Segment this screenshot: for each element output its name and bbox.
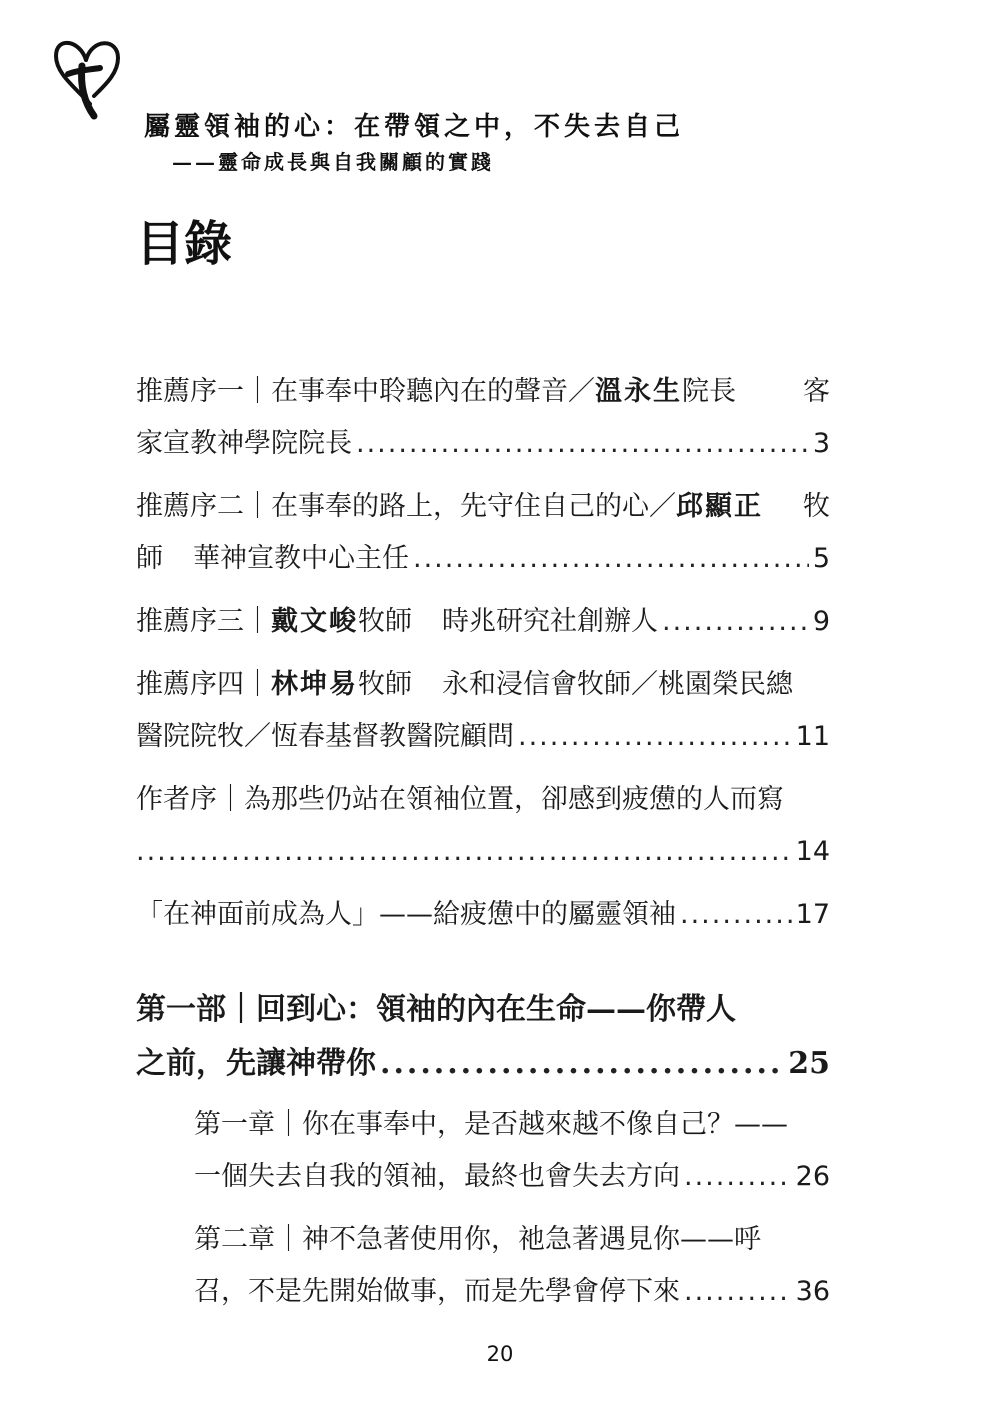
toc-chapter-2[interactable] — [136, 1214, 830, 1318]
entry-text: 家宣教神學院院長 — [136, 428, 352, 459]
page-ref: 25 — [788, 1046, 830, 1081]
chapter-title: 召，不是先開始做事，而是先學會停下來 — [194, 1276, 680, 1307]
page-number: 20 — [486, 1342, 514, 1366]
entry-author-title: 院長 — [682, 376, 736, 407]
dot-leader — [413, 533, 809, 585]
toc-entry-preface-2[interactable] — [136, 481, 830, 585]
dot-leader — [684, 1151, 792, 1203]
dot-leader — [518, 711, 792, 763]
toc-entry-preface-3[interactable] — [136, 596, 830, 648]
toc-entry-introduction[interactable] — [136, 889, 830, 941]
page-ref: 9 — [812, 606, 830, 637]
book-subtitle: ——靈命成長與自我關顧的實踐 — [172, 150, 494, 174]
entry-text: 永和浸信會牧師／桃園榮民總 — [442, 669, 793, 700]
entry-text-end: 客 — [803, 376, 830, 407]
dot-leader — [662, 596, 809, 648]
entry-text: 「在神面前成為人」——給疲憊中的屬靈領袖 — [136, 899, 676, 930]
chapter-title: 一個失去自我的領袖，最終也會失去方向 — [194, 1161, 680, 1192]
page-ref: 3 — [812, 428, 830, 459]
entry-text: 推薦序四｜ — [136, 669, 271, 700]
page-ref: 14 — [795, 836, 830, 867]
entry-text: 推薦序二｜在事奉的路上，先守住自己的心／ — [136, 491, 676, 522]
entry-author-name: 林坤易 — [271, 669, 358, 700]
toc-chapter-1[interactable] — [136, 1099, 830, 1203]
entry-text: 推薦序三｜ — [136, 606, 271, 637]
running-header — [50, 30, 685, 174]
entry-text: 師 — [136, 543, 163, 574]
entry-author-title: 牧師 — [358, 606, 412, 637]
toc-entry-preface-4[interactable] — [136, 659, 830, 763]
dot-leader — [356, 418, 809, 470]
table-of-contents — [136, 366, 830, 1329]
entry-author-title: 牧師 — [358, 669, 412, 700]
toc-heading: 目錄 — [136, 216, 233, 272]
part-title: 第一部｜回到心：領袖的內在生命——你帶人 — [136, 992, 736, 1027]
entry-author-name: 溫永生 — [595, 376, 682, 407]
part-title: 之前，先讓神帶你 — [136, 1046, 376, 1081]
entry-text: 作者序｜為那些仍站在領袖位置，卻感到疲憊的人而寫 — [136, 784, 784, 815]
toc-part-1[interactable] — [136, 983, 830, 1091]
book-title: 屬靈領袖的心：在帶領之中，不失去自己 — [144, 112, 685, 142]
entry-text: 華神宣教中心主任 — [193, 543, 409, 574]
entry-author-name: 邱顯正 — [676, 491, 763, 522]
page-ref: 17 — [795, 899, 830, 930]
dot-leader — [684, 1266, 792, 1318]
dot-leader — [380, 1037, 784, 1091]
page-ref: 26 — [795, 1161, 830, 1192]
entry-author-name: 戴文峻 — [271, 606, 358, 637]
dot-leader — [680, 889, 792, 941]
page-ref: 36 — [795, 1276, 830, 1307]
chapter-title: 第二章｜神不急著使用你，祂急著遇見你——呼 — [194, 1224, 761, 1255]
dot-leader — [136, 826, 792, 878]
heart-cross-logo-icon — [50, 30, 122, 122]
toc-entry-author-preface[interactable] — [136, 774, 830, 878]
toc-entry-preface-1[interactable] — [136, 366, 830, 470]
entry-text: 時兆研究社創辦人 — [442, 606, 658, 637]
page-ref: 5 — [812, 543, 830, 574]
entry-text: 醫院院牧／恆春基督教醫院顧問 — [136, 721, 514, 752]
entry-text: 推薦序一｜在事奉中聆聽內在的聲音／ — [136, 376, 595, 407]
chapter-title: 第一章｜你在事奉中，是否越來越不像自己？—— — [194, 1109, 788, 1140]
page-ref: 11 — [795, 721, 830, 752]
entry-text-end: 牧 — [803, 491, 830, 522]
